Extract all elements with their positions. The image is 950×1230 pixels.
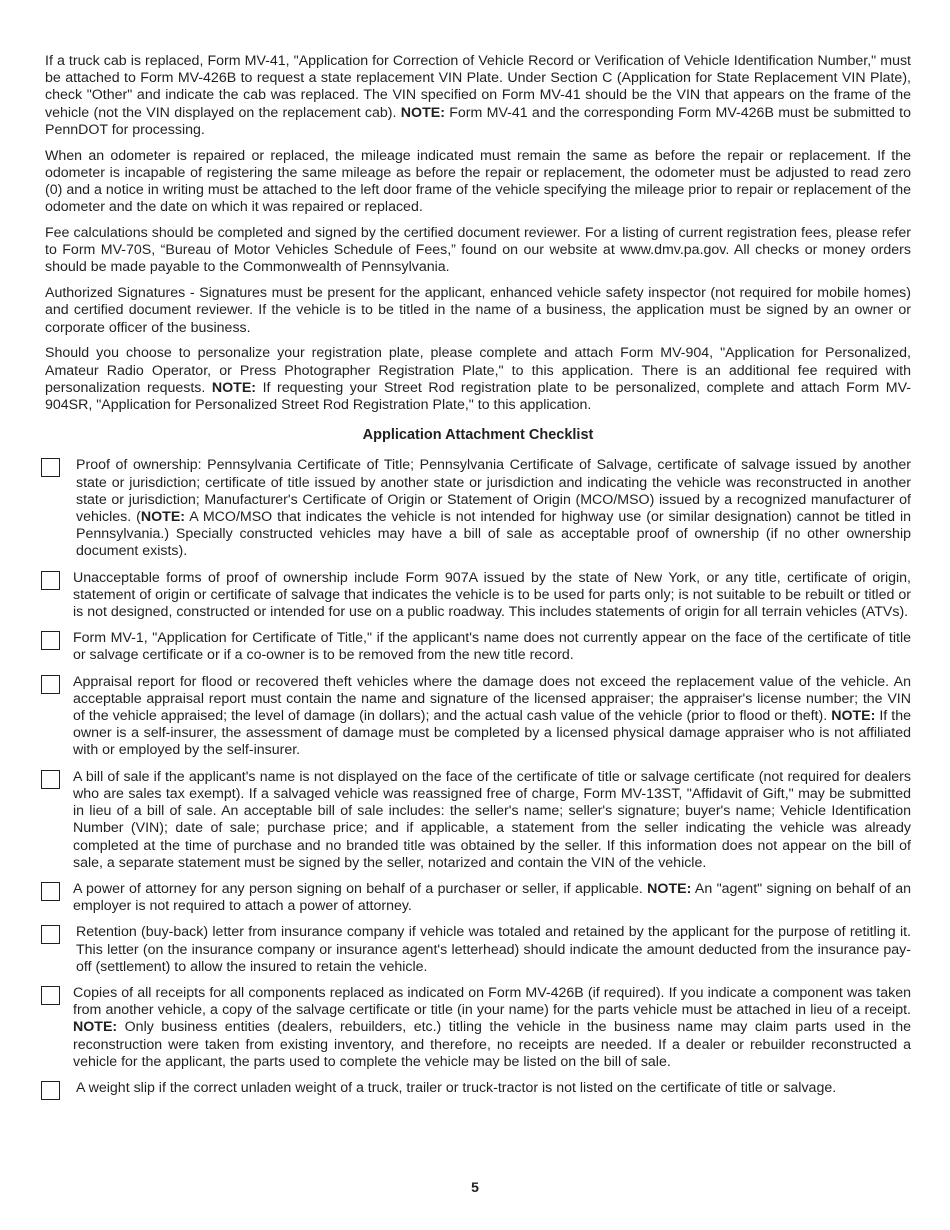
checklist-item-proof-of-ownership xyxy=(45,457,911,560)
note-label: NOTE: xyxy=(831,708,876,725)
checklist-item-text xyxy=(73,570,911,620)
text-run: Copies of all receipts for all components replaced as indicated on Form MV-426B (if required). If you indicate a component was taken from another vehicle, a copy of the salvage certificate or title (in your name) for the parts vehicle must be attached in lieu of a receipt. xyxy=(73,984,911,1019)
text-run: Proof of ownership: Pennsylvania Certificate of Title; Pennsylvania Certificate of Salvage, certificate of salvage issued by another state or jurisdiction; certificate of title issued by another state or jurisdiction and indicating the vehicle was reconstructed in another state or jurisdiction; Manufacturer's Certificate of Origin or Statement of Origin (MCO/MSO) issued by a recognized manufacturer of vehicles. ( xyxy=(76,457,911,526)
text-run: Authorized Signatures - Signatures must be present for the applicant, enhanced vehicle safety inspector (not required for mobile homes) and certified document reviewer. If the vehicle is to be titled in the name of a business, the application must be signed by an owner or corporate officer of the business. xyxy=(45,285,911,336)
text-run: Should you choose to personalize your registration plate, please complete and attach Form MV-904, "Application for Personalized, Amateur Radio Operator, or Press Photographer Registration Plate," to this application. There is an additional fee required with personalization requests. xyxy=(45,345,911,396)
note-label: NOTE: xyxy=(73,1019,118,1036)
checkbox[interactable] xyxy=(41,675,60,694)
text-run: A bill of sale if the applicant's name is not displayed on the face of the certificate of title or salvage certificate (not required for dealers who are sales tax exempt). If a salvaged vehicle was reassigned free of charge, Form MV-13ST, "Affidavit of Gift," may be submitted in lieu of a bill of sale. An acceptable bill of sale includes: the seller's name; seller's signature; buyer's name; Vehicle Identification Number (VIN); date of sale; purchase price; and if applicable, a statement from the seller indicating the vehicle was already completed at the time of purchase and no branded title was obtained by the seller. If this information does not appear on the bill of sale, a separate statement must be signed by the seller, notarized and contain the VIN of the vehicle. xyxy=(73,768,911,871)
checklist-item-text xyxy=(76,457,911,559)
checklist-item-bill-of-sale xyxy=(45,769,911,872)
instruction-paragraphs xyxy=(45,53,911,414)
note-label: NOTE: xyxy=(647,880,692,897)
text-run: An "agent" signing on behalf of an employer is not required to attach a power of attorney. xyxy=(73,880,911,915)
text-run: Unacceptable forms of proof of ownership include Form 907A issued by the state of New York, or any title, certificate of origin, statement of origin or certificate of salvage that indicates the vehicle is to be used for parts only; is not suitable to be rebuilt or titled or is not designed, constructed or intended for use on a public roadway. This includes statements of origin for all terrain vehicles (ATVs). xyxy=(73,569,911,621)
attachment-checklist xyxy=(45,457,911,1097)
text-run: If requesting your Street Rod registration plate to be personalized, complete and attach Form MV-904SR, "Application for Personalized Street Rod Registration Plate," to this application. xyxy=(45,379,911,414)
text-run: Form MV-41 and the corresponding Form MV-426B must be submitted to PennDOT for processing. xyxy=(45,104,911,138)
checkbox[interactable] xyxy=(41,1081,60,1100)
text-run: A MCO/MSO that indicates the vehicle is not intended for highway use (or similar designation) cannot be titled in Pennsylvania.) Specially constructed vehicles may have a bill of sale as acceptable proof of ownership (if no other ownership document exists). xyxy=(76,509,911,560)
checkbox[interactable] xyxy=(41,925,60,944)
checklist-item-text xyxy=(73,630,911,663)
checklist-item-text xyxy=(76,924,911,974)
paragraph-truck-cab xyxy=(45,53,911,139)
instructions-page xyxy=(45,53,911,1106)
checklist-item-text xyxy=(73,769,911,871)
text-run: Form MV-1, "Application for Certificate of Title," if the applicant's name does not currently appear on the face of the certificate of title or salvage certificate or if a co-owner is to be removed from the new title record. xyxy=(73,630,911,664)
checklist-item-retention-letter xyxy=(45,924,911,976)
checklist-title: Application Attachment Checklist xyxy=(362,427,594,444)
page-number: 5 xyxy=(471,1179,479,1195)
text-run: When an odometer is repaired or replaced, the mileage indicated must remain the same as before the repair or replacement. If the odometer is incapable of registering the same mileage as before the repair or replacement, the odometer must be adjusted to read zero (0) and a notice in writing must be attached to the left door frame of the vehicle specifying the mileage prior to repair or replacement of the odometer and the date on which it was repaired or replaced. xyxy=(45,147,911,216)
checkbox[interactable] xyxy=(41,770,60,789)
checkbox[interactable] xyxy=(41,986,60,1005)
checkbox[interactable] xyxy=(41,631,60,650)
text-run: A power of attorney for any person signing on behalf of a purchaser or seller, if applicable. xyxy=(73,880,648,897)
note-label: NOTE: xyxy=(140,509,186,526)
note-label: NOTE: xyxy=(400,104,445,121)
text-run: Appraisal report for flood or recovered theft vehicles where the damage does not exceed the replacement value of the vehicle. An acceptable appraisal report must contain the name and signature of the licensed appraiser; the appraiser's license number; the VIN of the vehicle appraised; the level of damage (in dollars); and the actual cash value of the vehicle (prior to flood or theft). xyxy=(73,673,911,725)
checklist-item-text xyxy=(73,881,911,914)
paragraph-personalized-plate xyxy=(45,345,911,414)
paragraph-odometer xyxy=(45,148,911,217)
checkbox[interactable] xyxy=(41,458,60,477)
checklist-item-appraisal-report xyxy=(45,674,911,760)
checklist-item-text xyxy=(73,985,911,1070)
text-run: Fee calculations should be completed and signed by the certified document reviewer. For a listing of current registration fees, please refer to Form MV-70S, “Bureau of Motor Vehicles Schedule of Fees,” found on our website at www.dmv.pa.gov. All checks or money orders should be made payable to the Commonwealth of Pennsylvania. xyxy=(45,225,911,276)
checklist-item-component-receipts xyxy=(45,985,911,1071)
checklist-item-weight-slip xyxy=(45,1080,911,1097)
text-run: Retention (buy-back) letter from insurance company if vehicle was totaled and retained by the applicant for the purpose of retitling it. This letter (on the insurance company or insurance agent's letterhead) should indicate the amount deducted from the insurance pay-off (settlement) to allow the insured to retain the vehicle. xyxy=(76,924,911,975)
checkbox[interactable] xyxy=(41,882,60,901)
checklist-item-unacceptable-proof xyxy=(45,570,911,622)
text-run: A weight slip if the correct unladen weight of a truck, trailer or truck-tractor is not listed on the certificate of title or salvage. xyxy=(76,1079,837,1096)
note-label: NOTE: xyxy=(211,379,257,396)
text-run: If the owner is a self-insurer, the assessment of damage must be completed by a licensed physical damage appraiser who is not affiliated with or employed by the self-insurer. xyxy=(73,708,911,759)
checkbox[interactable] xyxy=(41,571,60,590)
checklist-item-form-mv1 xyxy=(45,630,911,664)
checklist-item-power-of-attorney xyxy=(45,881,911,915)
checklist-item-text xyxy=(76,1080,836,1096)
paragraph-authorized-signatures xyxy=(45,285,911,337)
text-run: If a truck cab is replaced, Form MV-41, "Application for Correction of Vehicle Record or Verification of Vehicle Identification Number," must be attached to Form MV-426B to request a state replacement VIN Plate. Under Section C (Application for State Replacement VIN Plate), check "Other" and indicate the cab was replaced. The VIN specified on Form MV-41 should be the VIN that appears on the frame of the vehicle (not the VIN displayed on the replacement cab). xyxy=(45,53,911,121)
text-run: Only business entities (dealers, rebuilders, etc.) titling the vehicle in the business name may claim parts used in the reconstruction were taken from existing inventory, and therefore, no receipts are needed. If a dealer or rebuilder reconstructed a vehicle for the applicant, the parts used to complete the vehicle may be listed on the bill of sale. xyxy=(73,1019,911,1070)
checklist-item-text xyxy=(73,674,911,759)
paragraph-fee-calculations xyxy=(45,225,911,277)
